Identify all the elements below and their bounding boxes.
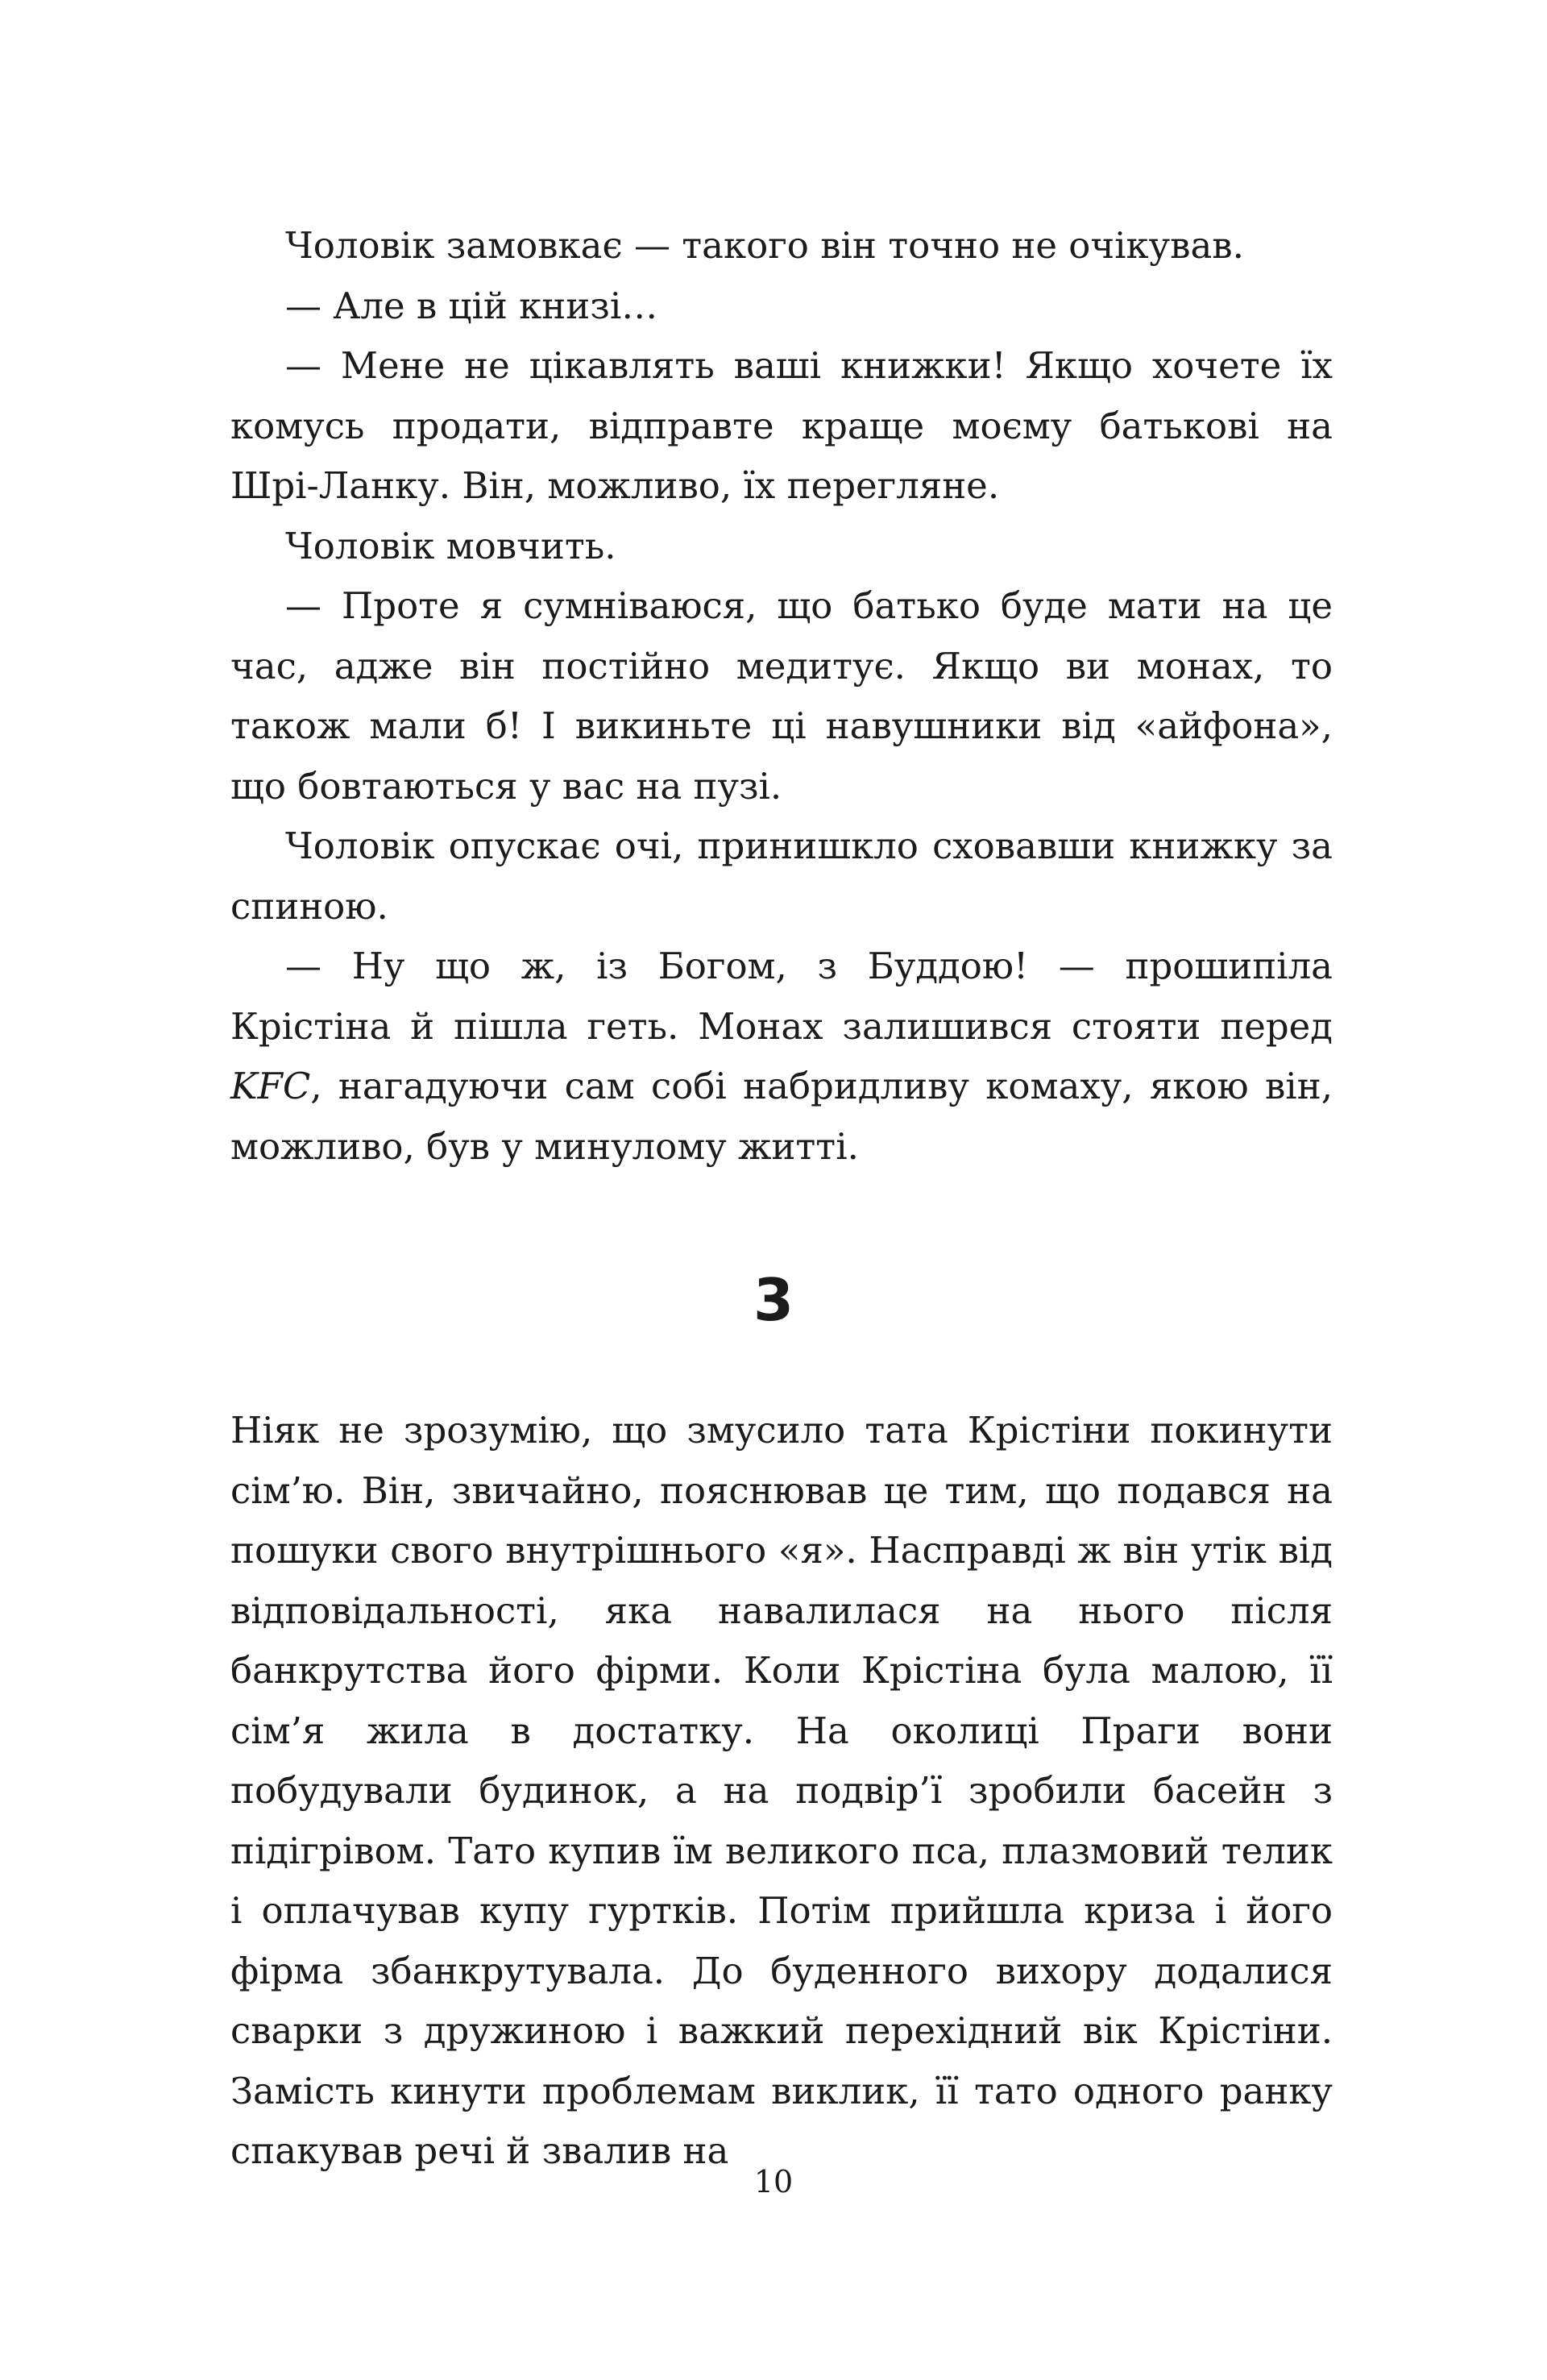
paragraph: Чоловік замовкає — такого він точно не очікував. [285, 224, 1244, 267]
italic-brand-text: KFC [230, 1065, 311, 1107]
top-text-block [230, 216, 1333, 1177]
paragraph: Чоловік мовчить. [285, 524, 616, 567]
paragraph-text: , нагадуючи сам собі набридливу комаху, якою він, можливо, був у минулому житті. [230, 1065, 1333, 1168]
paragraph: Ніяк не зрозумію, що змусило тата Крістіни покинути сім’ю. Він, звичайно, пояснював це тим, що подався на пошуки свого внутрішнього «я». Насправді ж він утік від відповідальності, яка навалилася на нього після банкрутства його фірми. Коли Крістіна була малою, її сім’я жила в достатку. На околиці Праги вони побудували будинок, а на подвір’ї зробили басейн з підігрівом. Тато купив їм великого пса, плазмовий телик і оплачував купу гуртків. Потім прийшла криза і його фірма збанкрутувала. До буденного вихору додалися сварки з дружиною і важкий перехідний вік Крістіни. Замість кинути проблемам виклик, її тато одного ранку спакував речі й звалив на [230, 1409, 1333, 2172]
chapter-text-block [230, 1401, 1333, 2182]
paragraph: — Проте я сумніваюся, що батько буде мати на це час, адже він постійно медитує. Якщо ви монах, то також мали б! І викиньте ці навушники від «айфона», що бовтаються у вас на пузі. [230, 584, 1333, 808]
page-number: 10 [753, 2164, 794, 2199]
paragraph: — Мене не цікавлять ваші книжки! Якщо хочете їх комусь продати, відправте краще моєму батькові на Шрі-Ланку. Він, можливо, їх перегляне. [230, 344, 1333, 507]
paragraph: Чоловік опускає очі, принишкло сховавши книжку за спиною. [230, 824, 1333, 928]
paragraph [230, 937, 1333, 1177]
paragraph: — Але в цій книзі… [285, 284, 658, 327]
chapter-number: 3 [753, 1266, 794, 1334]
paragraph-text: — Ну що ж, із Богом, з Буддою! — прошипіла Крістіна й пішла геть. Монах залишився стояти перед [230, 945, 1333, 1048]
